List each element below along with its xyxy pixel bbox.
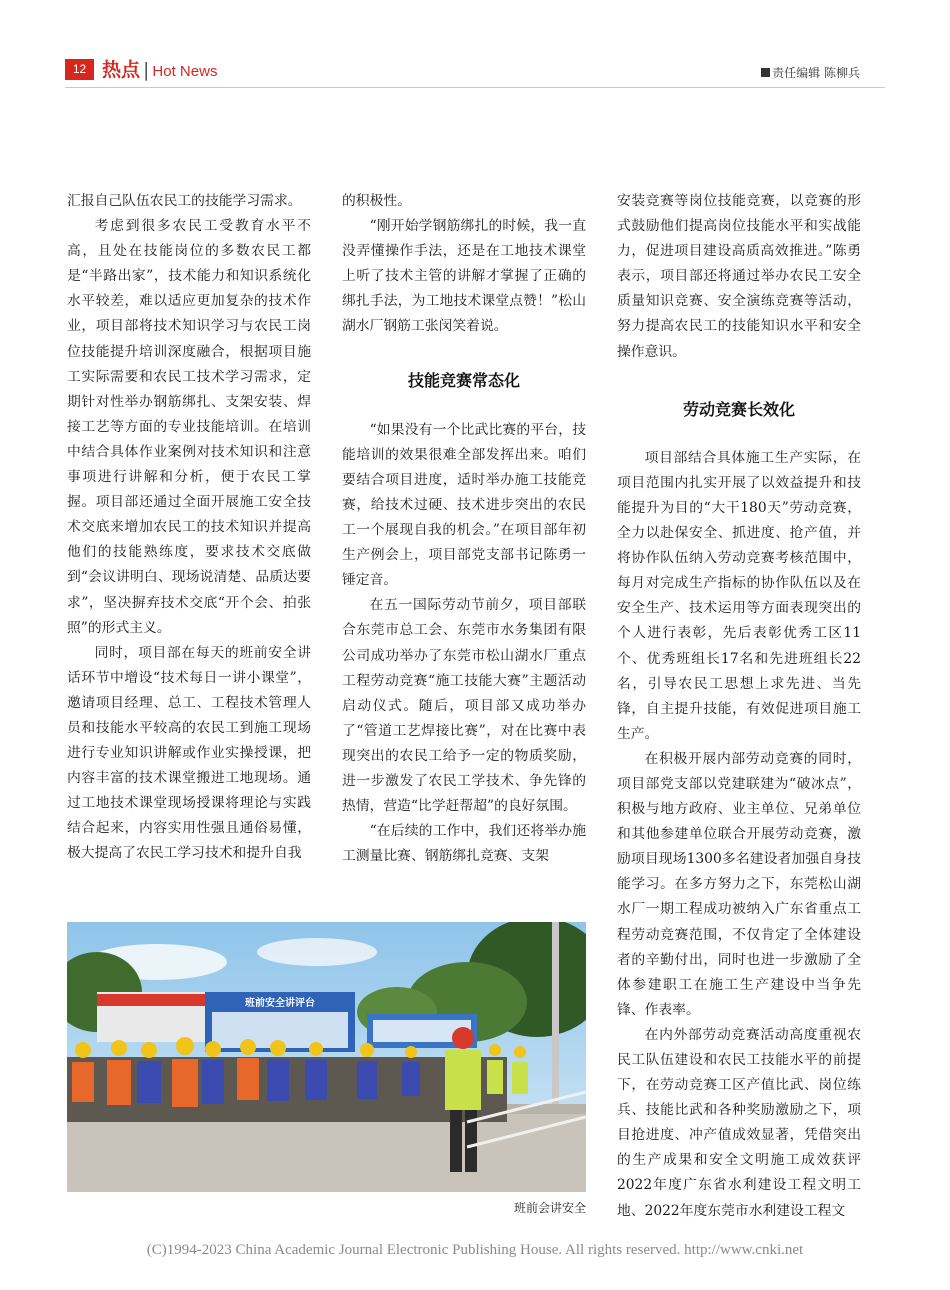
paragraph: 在五一国际劳动节前夕，项目部联合东莞市总工会、东莞市水务集团有限公司成功举办了东莞市松山湖水厂重点工程劳动竞赛“施工技能大赛”主题活动启动仪式。随后，项目部又成功举办了“管道工艺焊接比赛”，对在比赛中表现突出的农民工给予一定的物质奖励，进一步激发了农民工学技术、争先锋的热情，营造“比学赶帮超”的良好氛围。: [342, 597, 586, 815]
editor-text: 责任编辑 陈柳兵: [772, 66, 860, 80]
article-column-2: [342, 189, 586, 869]
photo-caption: 班前会讲安全: [513, 1201, 586, 1215]
paragraph: 在内外部劳动竞赛活动高度重视农民工队伍建设和农民工技能水平的前提下，在劳动竞赛工区产值比武、岗位练兵、技能比武和各种奖励激励之下，项目抢进度、冲产值成效显著，凭借突出的生产成果和安全文明施工成效获评2022年度广东省水利建设工程文明工地、2022年度东莞市水利建设工程文: [617, 1026, 861, 1219]
section-title-en: Hot News: [152, 63, 218, 80]
square-bullet-icon: [761, 68, 770, 77]
header-rule: [65, 87, 885, 88]
paragraph: 考虑到很多农民工受教育水平不高，且处在技能岗位的多数农民工都是“半路出家”，技术能力和知识系统化水平较差，难以适应更加复杂的技术作业，项目部将技术知识学习与农民工岗位技能提升培训深度融合，根据项目施工实际需要和农民工技术学习需求，定期针对性举办钢筋绑扎、支架安装、焊接工艺等方面的专业技能培训。在培训中结合具体作业案例对技术知识和注意事项进行讲解和分析，便于农民工掌握。项目部还通过全面开展施工安全技术交底来增加农民工的技术知识并提高他们的技能熟练度，要求技术交底做到“会议讲明白、现场说清楚、品质达要求”，坚决摒弃技术交底“开个会、拍张照”的形式主义。: [67, 218, 311, 636]
page-number: 12: [65, 59, 94, 80]
copyright-footer: (C)1994-2023 China Academic Journal Electronic Publishing House. All rights reserved. http://www.cnki.net: [146, 1242, 804, 1258]
article-column-1: [67, 189, 311, 867]
article-column-3: [617, 189, 861, 1224]
paragraph: 在积极开展内部劳动竞赛的同时，项目部党支部以党建联建为“破冰点”，积极与地方政府、业主单位、兄弟单位和其他参建单位联合开展劳动竞赛，激励项目现场1300多名建设者加强自身技能学习。在多方努力之下，东莞松山湖水厂一期工程成功被纳入广东省重点工程劳动竞赛范围，不仅肯定了全体建设者的辛勤付出，同时也进一步激励了全体参建职工在施工生产建设中当争先锋、作表率。: [617, 750, 861, 1018]
paragraph: 安装竞赛等岗位技能竞赛，以竞赛的形式鼓励他们提高岗位技能水平和实战能力，促进项目建设高质高效推进。”陈勇表示，项目部还将通过举办农民工安全质量知识竞赛、安全演练竞赛等活动，努力提高农民工的技能知识水平和安全操作意识。: [617, 193, 861, 360]
paragraph: 的积极性。: [342, 193, 411, 209]
paragraph: “在后续的工作中，我们还将举办施工测量比赛、钢筋绑扎竞赛、支架: [342, 823, 586, 865]
subheading: 技能竞赛常态化: [407, 370, 520, 390]
subheading: 劳动竞赛长效化: [682, 399, 795, 419]
photo-sign-text: 班前安全讲评台: [245, 998, 315, 1009]
paragraph: “如果没有一个比武比赛的平台，技能培训的效果很难全部发挥出来。咱们要结合项目进度，适时举办施工技能竞赛，给技术过硬、技术进步突出的农民工一个展现自我的机会。”在项目部年初生产例会上，项目部党支部书记陈勇一锤定音。: [342, 421, 586, 589]
photo-illustration: [67, 922, 586, 1192]
paragraph: 同时，项目部在每天的班前安全讲话环节中增设“技术每日一讲小课堂”，邀请项目经理、总工、工程技术管理人员和技能水平较高的农民工到施工现场进行专业知识讲解或作业实操授课，把内容丰富的技术课堂搬进工地现场。通过工地技术课堂现场授课将理论与实践结合起来，内容实用性强且通俗易懂，极大提高了农民工学习技术和提升自我: [67, 644, 311, 862]
paragraph: 项目部结合具体施工生产实际，在项目范围内扎实开展了以效益提升和技能提升为目的“大干180天”劳动竞赛，全力以赴保安全、抓进度、抢产值，并将协作队伍纳入劳动竞赛考核范围中，每月对完成生产指标的协作队伍以及在安全生产、技术运用等方面表现突出的个人进行表彰，先后表彰优秀工区11个、优秀班组长17名和先进班组长22名，引导农民工思想上求先进、当先锋，自主提升技能，有效促进项目施工生产。: [617, 449, 861, 742]
section-separator: |: [143, 59, 150, 81]
paragraph: “刚开始学钢筋绑扎的时候，我一直没弄懂操作手法，还是在工地技术课堂上听了技术主管的讲解才掌握了正确的绑扎手法，为工地技术课堂点赞！”松山湖水厂钢筋工张闵笑着说。: [342, 218, 586, 335]
photo-safety-briefing: [67, 922, 586, 1192]
section-title: [102, 57, 217, 83]
paragraph: 汇报自己队伍农民工的技能学习需求。: [67, 193, 302, 209]
section-title-cn: 热点: [102, 59, 141, 81]
editor-credit: [761, 64, 860, 81]
